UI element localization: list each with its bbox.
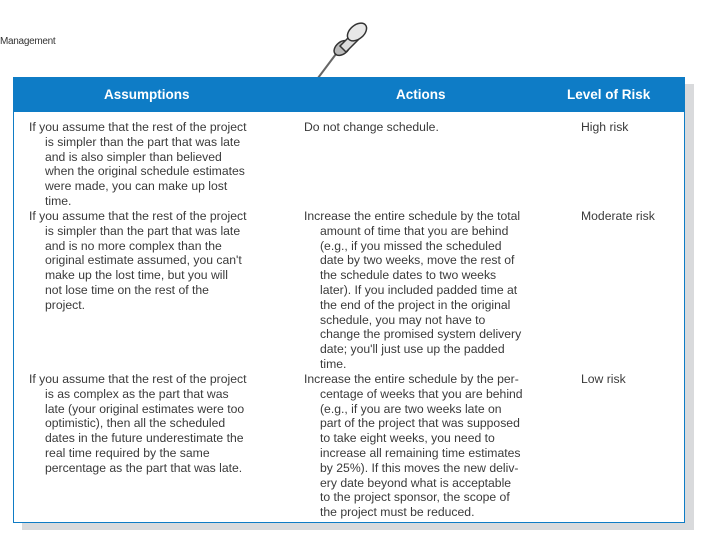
action-cell [304,120,439,135]
cell-line: to the project sponsor, the scope of [320,490,510,505]
cell-line: If you assume that the rest of the project [29,120,247,134]
cell-line: optimistic), then all the scheduled [45,416,226,431]
cell-line: is as complex as the part that was [45,386,229,401]
cell-line: ery date beyond what is acceptable [320,475,512,490]
cell-line: increase all remaining time estimates [320,445,521,460]
cell-line: real time required by the same [45,445,210,460]
assumption-cell [29,120,246,209]
risk-cell [581,120,628,135]
pushpin-icon [312,18,372,80]
running-head: Management [0,36,56,47]
cell-line: not lose time on the rest of the [45,282,209,297]
cell-line: time. [45,193,72,208]
cell-line: by 25%). If this moves the new deliv- [320,460,519,475]
cell-line: to take eight weeks, you need to [320,431,495,446]
cell-line: Low risk [581,372,626,386]
cell-line: centage of weeks that you are behind [320,386,523,401]
cell-line: original estimate assumed, you can't [45,253,242,268]
table-header [14,78,684,112]
cell-line: late (your original estimates were too [45,401,245,416]
cell-line: If you assume that the rest of the project [29,209,247,223]
cell-line: and is no more complex than the [45,238,222,253]
risk-cell [581,209,655,224]
action-cell [304,209,521,372]
cell-line: If you assume that the rest of the project [29,372,247,386]
cell-line: when the original schedule estimates [45,164,245,179]
cell-line: dates in the future underestimate the [45,431,244,446]
cell-line: is simpler than the part that was late [45,134,241,149]
cell-line: is simpler than the part that was late [45,223,241,238]
cell-line: were made, you can make up lost [45,179,228,194]
cell-line: and is also simpler than believed [45,149,222,164]
cell-line: change the promised system delivery [320,327,522,342]
risk-cell [581,372,626,387]
cell-line: date; you'll just use up the padded [320,342,505,357]
cell-line: amount of time that you are behind [320,223,509,238]
header-assumptions: Assumptions [104,87,190,102]
cell-line: (e.g., if you are two weeks late on [320,401,502,416]
cell-line: schedule, you may not have to [320,312,486,327]
cell-line: percentage as the part that was late. [45,460,243,475]
cell-line: (e.g., if you missed the scheduled [320,238,502,253]
cell-line: part of the project that was supposed [320,416,520,431]
cell-line: later). If you included padded time at [320,282,518,297]
risk-table [13,77,685,523]
cell-line: project. [45,297,85,312]
cell-line: Increase the entire schedule by the per- [304,372,519,386]
action-cell [304,372,523,520]
cell-line: the schedule dates to two weeks [320,268,497,283]
cell-line: Increase the entire schedule by the total [304,209,521,223]
header-level-of-risk: Level of Risk [567,87,651,102]
cell-line: time. [320,356,347,371]
assumption-cell [29,209,246,313]
assumption-cell [29,372,246,476]
cell-line: make up the lost time, but you will [45,268,228,283]
cell-line: the project must be reduced. [320,505,475,520]
header-actions: Actions [396,87,446,102]
cell-line: Moderate risk [581,209,655,223]
cell-line: High risk [581,120,629,134]
cell-line: date by two weeks, move the rest of [320,253,515,268]
cell-line: the end of the project in the original [320,297,511,312]
cell-line: Do not change schedule. [304,120,439,134]
